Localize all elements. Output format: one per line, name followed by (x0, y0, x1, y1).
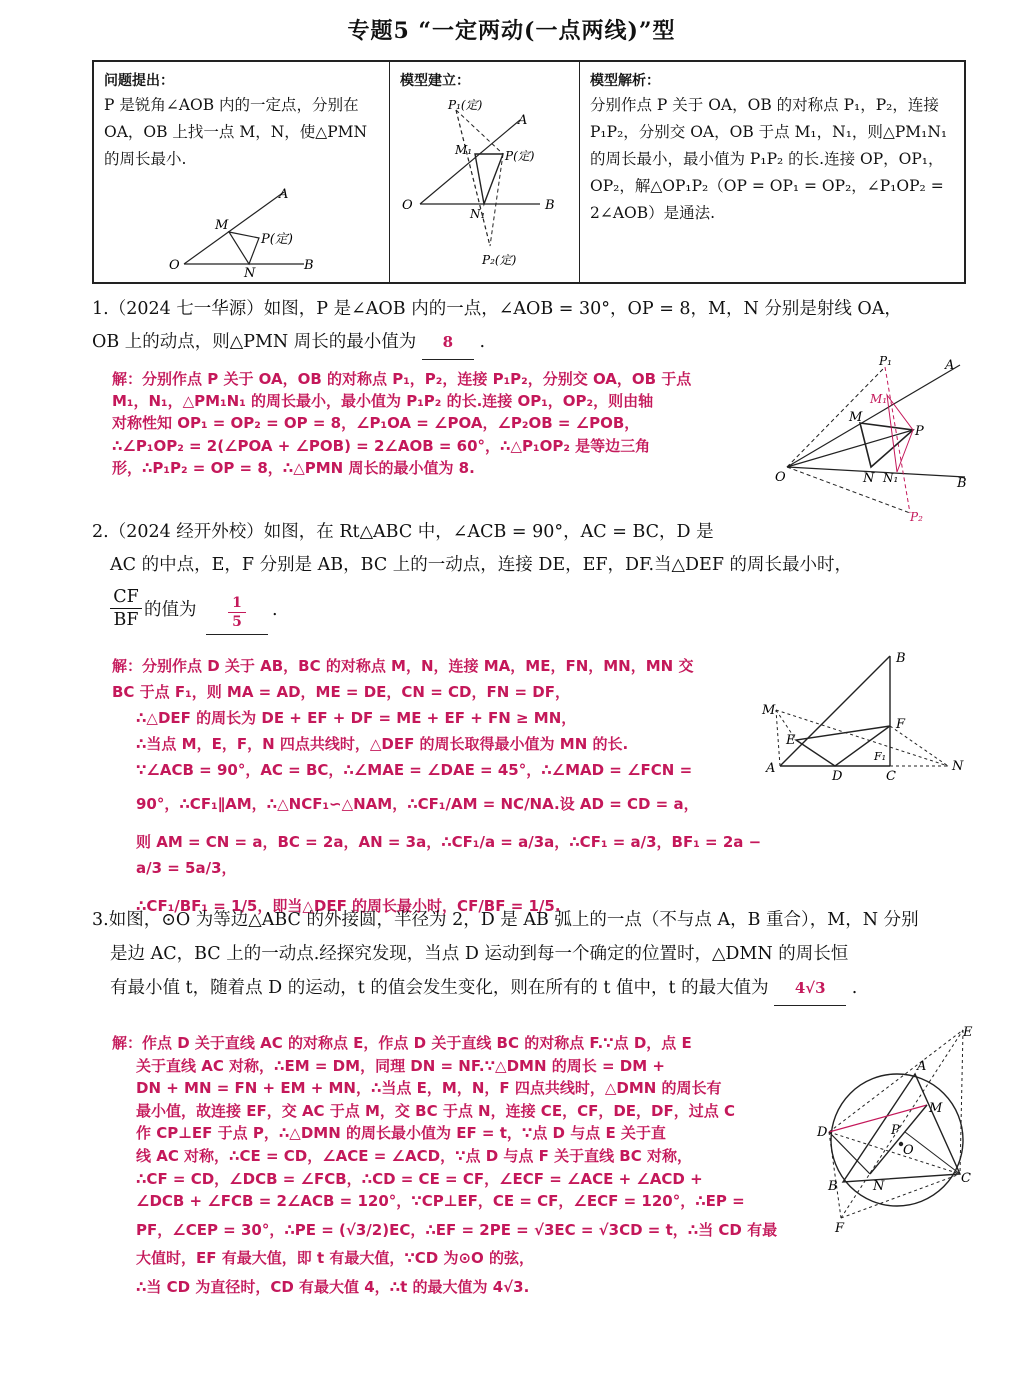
q2-fraction (110, 586, 142, 631)
label-C: C (961, 1171, 971, 1186)
label-A: A (279, 187, 289, 202)
q3-end: . (851, 978, 858, 998)
label-N1: N₁ (470, 207, 486, 221)
q1-end: . (479, 332, 486, 352)
q3-solution (112, 1032, 802, 1299)
q3-sol-line: 关于直线 AC 对称，∴EM = DM，同理 DN = NF.∵△DMN 的周长 = DM + (136, 1056, 665, 1075)
q3-sol-line: 大值时，EF 有最大值，即 t 有最大值，∵CD 为⊙O 的弦， (136, 1249, 534, 1268)
label-B: B (545, 198, 555, 213)
q2-sol-line: ∴△DEF 的周长为 DE + EF + DF = ME + EF + FN ≥ MN， (136, 709, 577, 727)
analysis-text: 分别作点 P 关于 OA，OB 的对称点 P₁，P₂，连接 P₁P₂，分别交 OA，OB 于点 M₁，N₁，则△PM₁N₁ 的周长最小，最小值为 P₁P₂ 的长.连接 OP，OP₁，OP₂，解△OP₁P₂（OP = OP₁ = OP₂，∠P₁OP₂ = 2∠AOB）是通法. (590, 96, 948, 222)
problem-figure (94, 62, 390, 286)
label-P: P (915, 424, 924, 439)
q3-sol-line: ∠DCB + ∠FCB = 2∠ACB = 120°，∵CP⊥EF，CE = CF，∠ECF = 120°，∴EP = (136, 1192, 745, 1211)
label-F1: F₁ (874, 750, 887, 763)
label-N: N (952, 759, 964, 774)
label-A: A (766, 761, 776, 776)
label-F: F (835, 1221, 845, 1236)
q3-sol-line: PF，∠CEP = 30°，∴PE = (√3/2)EC，∴EF = 2PE = √3EC = √3CD = t，∴当 CD 有最 (136, 1220, 778, 1239)
q2-end: . (272, 600, 278, 620)
q1-sol-line: 形，∴P₁P₂ = OP = 8，∴△PMN 周长的最小值为 8. (112, 458, 475, 477)
label-M: M (849, 410, 863, 425)
label-P-fixed: P(定) (261, 232, 293, 247)
label-F: F (896, 717, 906, 732)
label-P: P (891, 1123, 900, 1138)
label-B: B (304, 258, 314, 273)
label-M: M (215, 218, 229, 233)
q2-answer-num: 1 (228, 594, 246, 613)
q3-sol-line: 作 CP⊥EF 于点 P，∴△DMN 的周长最小值为 EF = t，∵点 D 与点 E 关于直 (136, 1124, 666, 1143)
q2-text (92, 516, 972, 582)
analysis-heading: 模型解析： (590, 73, 660, 89)
label-P1-fixed: P₁(定) (448, 98, 483, 112)
label-P1: P₁ (879, 354, 892, 368)
q2-sol-line: ∵∠ACB = 90°，AC = BC，∴∠MAE = ∠DAE = 45°，∴∠MAD = ∠FCN = (136, 761, 693, 779)
label-B: B (896, 651, 906, 666)
model-table (92, 60, 966, 284)
q3-line2: 是边 AC，BC 上的一动点.经探究发现，当点 D 运动到每一个确定的位置时，△DMN 的周长恒 (110, 944, 849, 964)
q3-line3-text: 有最小值 t，随着点 D 的运动，t 的值会发生变化，则在所有的 t 值中，t 的最大值为 (110, 978, 769, 998)
label-M: M (929, 1101, 943, 1116)
label-M: M (762, 703, 776, 718)
q3-text (92, 903, 972, 1006)
q1-sol-line: 解：分别作点 P 关于 OA，OB 的对称点 P₁，P₂，连接 P₁P₂，分别交 OA，OB 于点 (112, 370, 692, 388)
q2-sol-line: ∴当点 M，E，F，N 四点共线时，△DEF 的周长取得最小值为 MN 的长. (136, 735, 629, 753)
q3-sol-line: 解：作点 D 关于直线 AC 的对称点 E，作点 D 关于直线 BC 的对称点 F.∵点 D，点 E (112, 1034, 692, 1052)
label-N: N (873, 1179, 885, 1194)
q3-sol-line: 最小值，故连接 EF，交 AC 于点 M，交 BC 于点 N，连接 CE，CF，DE，DF，过点 C (136, 1101, 735, 1120)
label-A: A (945, 358, 955, 373)
page-title: 专题5 “一定两动(一点两线)”型 (347, 18, 676, 44)
build-heading: 模型建立： (400, 73, 470, 89)
label-B: B (828, 1179, 838, 1194)
label-C: C (886, 769, 896, 784)
label-O: O (169, 258, 180, 273)
label-P2: P₂ (910, 510, 923, 524)
build-figure (390, 62, 580, 286)
q1-figure (775, 355, 975, 525)
label-D: D (817, 1125, 828, 1140)
q2-line2: AC 的中点，E，F 分别是 AB，BC 上的一动点，连接 DE，EF，DF.当△DEF 的周长最小时， (110, 555, 853, 575)
label-N: N (244, 266, 256, 281)
label-N: N (863, 471, 875, 486)
q1-sol-line: M₁，N₁，△PM₁N₁ 的周长最小，最小值为 P₁P₂ 的长.连接 OP₁，OP₂，则由轴 (112, 392, 654, 411)
q2-frac-num: CF (110, 586, 142, 609)
q1-text (92, 293, 972, 360)
label-B: B (957, 476, 967, 491)
label-O: O (903, 1143, 914, 1158)
q3-figure (815, 1022, 985, 1242)
q3-sol-line: DN + MN = FN + EM + MN，∴当点 E，M，N，F 四点共线时，△DMN 的周长有 (136, 1079, 722, 1098)
q3-answer: 4√3 (774, 971, 846, 1006)
label-M1: M₁ (870, 392, 888, 406)
q2-line3-text: 的值为 (144, 600, 197, 620)
label-P-fixed: P(定) (505, 149, 535, 163)
label-O: O (775, 470, 786, 485)
label-N1: N₁ (883, 471, 899, 485)
model-column-analysis (580, 62, 964, 282)
problem-text: P 是锐角∠AOB 内的一定点，分别在 OA，OB 上找一点 M，N，使△PMN 的周长最小. (104, 96, 368, 168)
model-column-problem (94, 62, 390, 282)
q1-line1: 1.（2024 七一华源）如图，P 是∠AOB 内的一点，∠AOB = 30°，OP = 8，M，N 分别是射线 OA， (92, 299, 902, 319)
label-O: O (402, 198, 413, 213)
model-column-build (390, 62, 580, 282)
q2-sol-line: ∴CF₁/BF₁ = 1/5，即当△DEF 的周长最小时，CF/BF = 1/5. (136, 897, 561, 915)
q3-line1: 3.如图，⊙O 为等边△ABC 的外接圆，半径为 2，D 是 AB 弧上的一点（不与点 A，B 重合），M，N 分别 (92, 910, 919, 930)
q2-sol-line: 解：分别作点 D 关于 AB，BC 的对称点 M，N，连接 MA，ME，FN，MN，MN 交 (112, 657, 694, 675)
label-D: D (832, 769, 843, 784)
q1-solution (112, 368, 762, 479)
q3-sol-line: 线 AC 对称，∴CE = CD，∠ACE = ∠ACD，∵点 D 与点 F 关于直线 BC 对称， (136, 1146, 692, 1165)
q2-sol-line: BC 于点 F₁，则 MA = AD，ME = DE，CN = CD，FN = DF， (112, 683, 570, 701)
q2-figure (758, 648, 978, 788)
q2-frac-den: BF (113, 610, 139, 630)
q1-answer: 8 (422, 326, 474, 360)
label-M1: M₁ (455, 143, 473, 157)
q2-line3 (110, 586, 410, 636)
q2-solution (112, 653, 762, 919)
q3-sol-line: ∴CF = CD，∠DCB = ∠FCB，∴CD = CE = CF，∠ECF = ∠ACE + ∠ACD + (136, 1169, 703, 1188)
label-A: A (518, 113, 528, 128)
q2-answer (206, 588, 268, 635)
q1-line2-text: OB 上的动点，则△PMN 周长的最小值为 (92, 332, 417, 352)
q2-sol-line: 则 AM = CN = a，BC = 2a，AN = 3a，∴CF₁/a = a/3a，∴CF₁ = a/3，BF₁ = 2a − a/3 = 5a/3， (136, 833, 762, 877)
q1-sol-line: 对称性知 OP₁ = OP₂ = OP = 8，∠P₁OA = ∠POA，∠P₂OB = ∠POB， (112, 414, 640, 433)
label-P2-fixed: P₂(定) (482, 253, 517, 267)
q3-sol-line: ∴当 CD 为直径时，CD 有最大值 4，∴t 的最大值为 4√3. (136, 1277, 530, 1296)
label-A: A (917, 1059, 927, 1074)
q2-sol-line: 90°，∴CF₁∥AM，∴△NCF₁∽△NAM，∴CF₁/AM = NC/NA.设 AD = CD = a， (136, 795, 699, 813)
q1-sol-line: ∴∠P₁OP₂ = 2(∠POA + ∠POB) = 2∠AOB = 60°，∴△P₁OP₂ 是等边三角 (112, 436, 651, 455)
q2-answer-den: 5 (232, 614, 242, 630)
q3-line3 (92, 971, 972, 1006)
label-E: E (963, 1025, 973, 1040)
q2-line1: 2.（2024 经开外校）如图，在 Rt△ABC 中，∠ACB = 90°，AC = BC，D 是 (92, 522, 714, 542)
problem-heading: 问题提出： (104, 73, 174, 89)
label-E: E (786, 733, 796, 748)
